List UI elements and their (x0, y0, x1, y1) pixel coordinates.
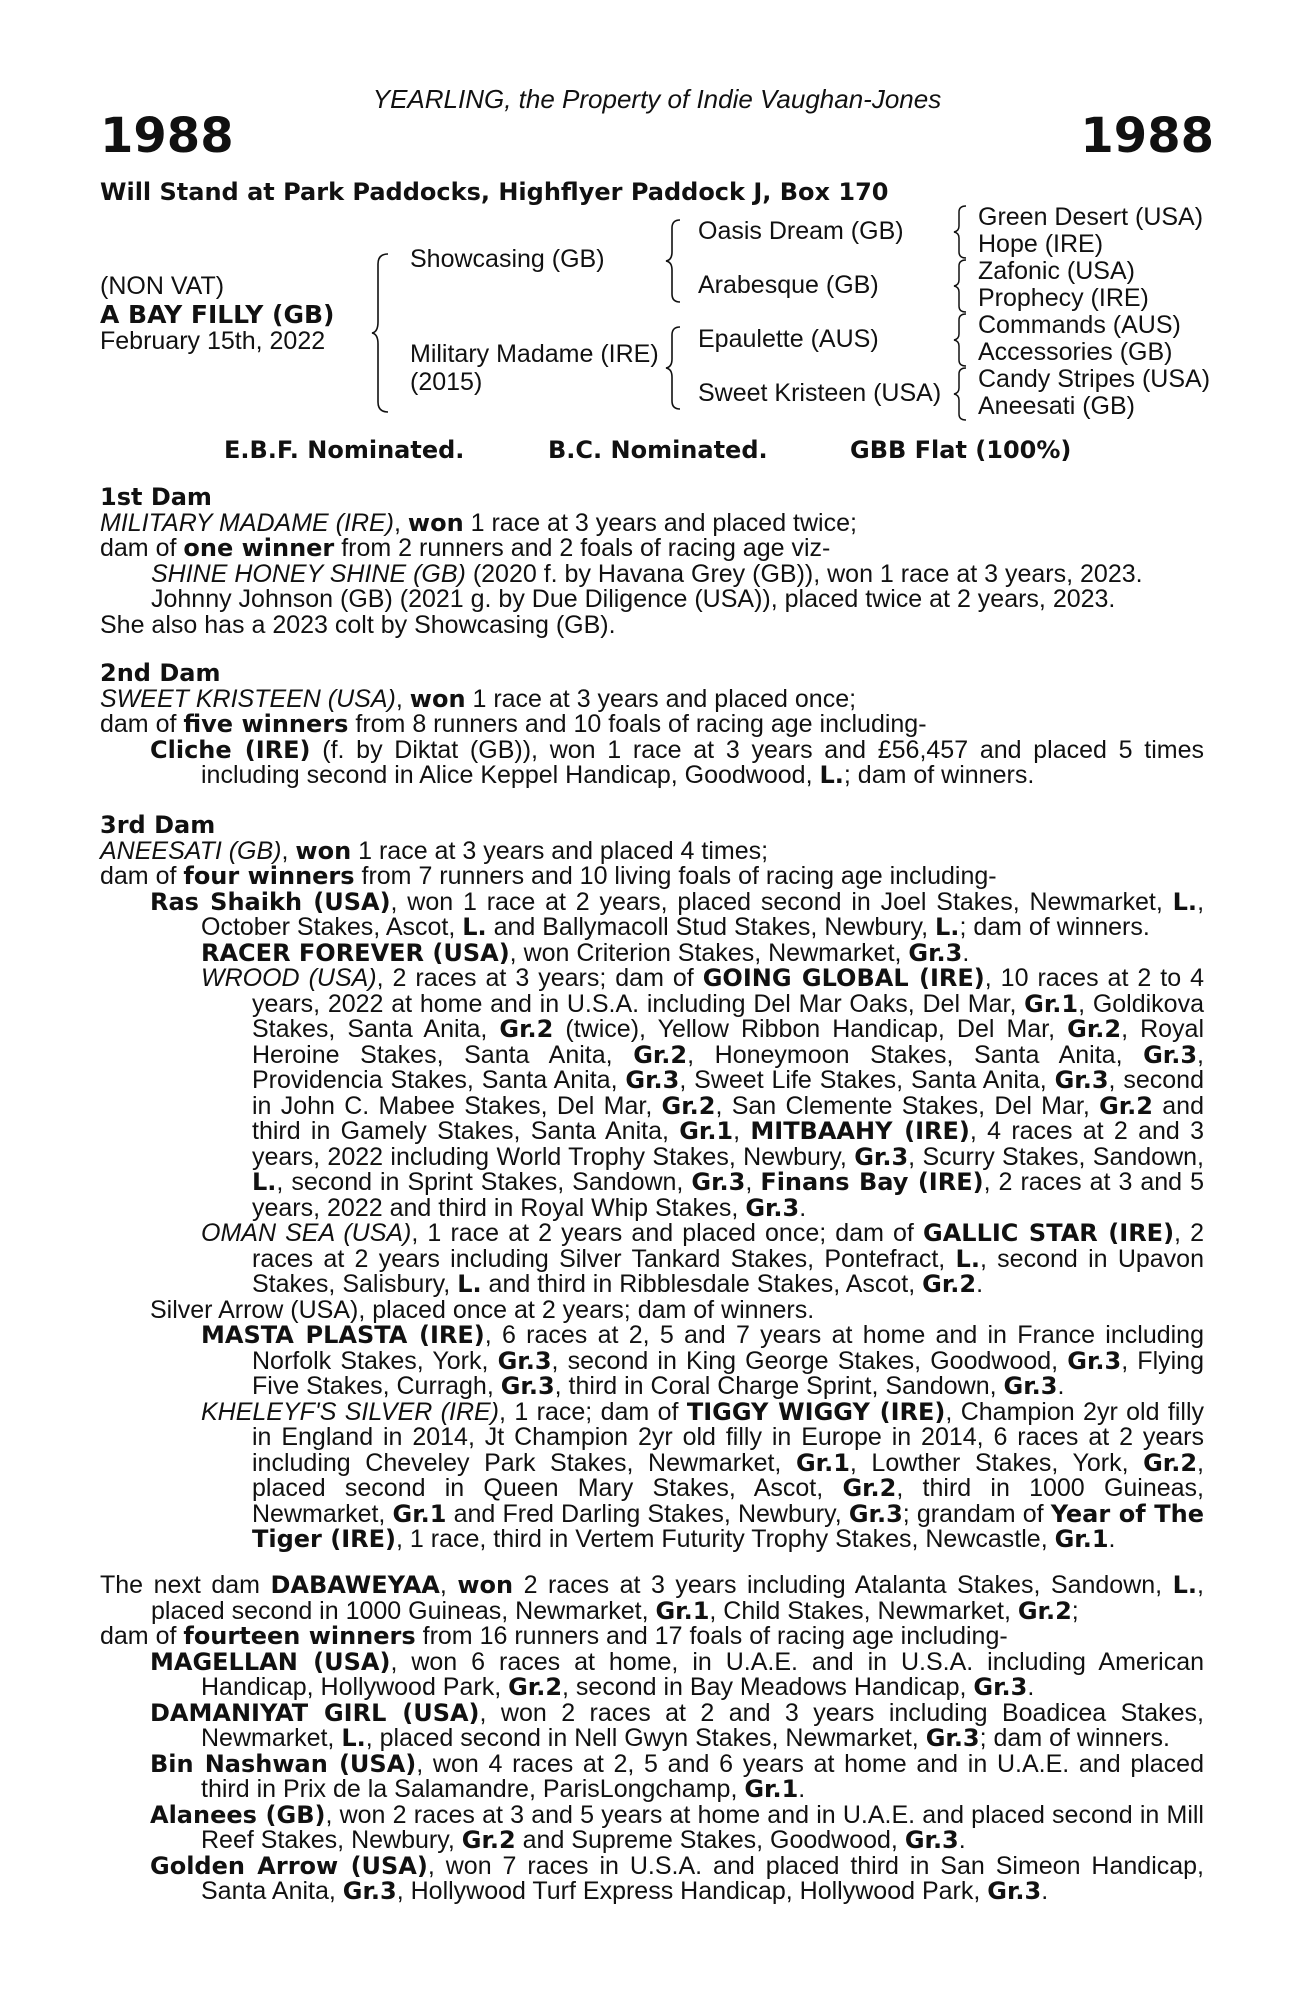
section-heading: 2nd Dam (100, 659, 221, 687)
sire: Showcasing (GB) (410, 245, 605, 273)
grandparent-3: Zafonic (USA) (978, 257, 1135, 285)
horse-name: A BAY FILLY (GB) (100, 300, 335, 329)
produce-note: She also has a 2023 colt by Showcasing (GB). (100, 610, 616, 639)
pedigree-brace-g2 (952, 258, 970, 314)
second-dam-section (100, 661, 1204, 789)
dam: Military Madame (IRE) (410, 340, 659, 368)
dam-record: SWEET KRISTEEN (USA), won 1 race at 3 years and placed once; (100, 684, 857, 713)
section-heading: 1st Dam (100, 483, 212, 511)
grandparent-2: Hope (IRE) (978, 230, 1104, 258)
produce-entry: Golden Arrow (USA), won 7 races in U.S.A. and placed third in San Simeon Handicap, Santa Anita, Gr.3, Hollywood Turf Express Handicap, Hollywood Park, Gr.3. (150, 1851, 1205, 1905)
grandparent-8: Aneesati (GB) (978, 392, 1136, 420)
produce-entry: Bin Nashwan (USA), won 4 races at 2, 5 and 6 years at home and in U.A.E. and placed third in Prix de la Salamandre, ParisLongchamp, Gr.1. (150, 1749, 1204, 1803)
first-dam-section (100, 485, 1204, 638)
dam-produce-summary: dam of four winners from 7 runners and 10 living foals of racing age including- (100, 862, 997, 890)
pedigree-brace-g3 (952, 312, 970, 368)
produce-entry: Johnny Johnson (GB) (2021 g. by Due Diligence (USA)), placed twice at 2 years, 2023. (151, 585, 1116, 613)
produce-entry: SHINE HONEY SHINE (GB) (2020 f. by Havana Grey (GB)), won 1 race at 3 years, 2023. (151, 559, 1143, 588)
stabling-info: Will Stand at Park Paddocks, Highflyer Paddock J, Box 170 (100, 178, 889, 206)
dam-produce-summary: dam of one winner from 2 runners and 2 foals of racing age viz- (100, 534, 831, 562)
pedigree-brace-main (370, 252, 392, 414)
grandparent-5: Commands (AUS) (978, 311, 1181, 339)
dam-produce-summary: dam of fourteen winners from 16 runners and 17 foals of racing age including- (100, 1622, 1008, 1650)
grand-produce-entry: OMAN SEA (USA), 1 race at 2 years and placed once; dam of GALLIC STAR (IRE), 2 races at 2 years including Silver Tankard Stakes, Pontefract, L., second in Upavon Stakes, Salisbury, L. and third in Ribblesdale Stakes, Ascot, Gr.2. (201, 1219, 1205, 1298)
pedigree-brace-g1 (952, 204, 970, 260)
dam-foaled-year: (2015) (410, 368, 483, 396)
pedigree-brace-dam (664, 325, 684, 411)
grand-produce-entry: MASTA PLASTA (IRE), 6 races at 2, 5 and 7 years at home and in France including Norfolk Stakes, York, Gr.3, second in King George Stakes, Goodwood, Gr.3, Flying Five Stakes, Curragh, Gr.3, third in Coral Charge Sprint, Sandown, Gr.3. (201, 1321, 1204, 1400)
grandparent-7: Candy Stripes (USA) (978, 365, 1211, 393)
sire-dam: Arabesque (GB) (698, 271, 879, 299)
grand-produce-entry: KHELEYF'S SILVER (IRE), 1 race; dam of TIGGY WIGGY (IRE), Champion 2yr old filly in England in 2014, Jt Champion 2yr old filly in Europe in 2014, 6 races at 2 years including Cheveley Park Stakes, Newmarket, Gr.1, Lowther Stakes, York, Gr.2, placed second in Queen Mary Stakes, Ascot, Gr.2, third in 1000 Guineas, Newmarket, Gr.1 and Fred Darling Stakes, Newbury, Gr.3; grandam of Year of The Tiger (IRE), 1 race, third in Vertem Futurity Trophy Stakes, Newcastle, Gr.1. (201, 1397, 1205, 1553)
pedigree-brace-sire (664, 218, 684, 304)
grand-produce-entry: WROOD (USA), 2 races at 3 years; dam of GOING GLOBAL (IRE), 10 races at 2 to 4 years, 2022 at home and in U.S.A. including Del Mar Oaks, Del Mar, Gr.1, Goldikova Stakes, Santa Anita, Gr.2 (twice), Yellow Ribbon Handicap, Del Mar, Gr.2, Royal Heroine Stakes, Santa Anita, Gr.2, Honeymoon Stakes, Santa Anita, Gr.3, Providencia Stakes, Santa Anita, Gr.3, Sweet Life Stakes, Santa Anita, Gr.3, second in John C. Mabee Stakes, Del Mar, Gr.2, San Clemente Stakes, Del Mar, Gr.2 and third in Gamely Stakes, Santa Anita, Gr.1, MITBAAHY (IRE), 4 races at 2 and 3 years, 2022 including World Trophy Stakes, Newbury, Gr.3, Scurry Stakes, Sandown, L., second in Sprint Stakes, Sandown, Gr.3, Finans Bay (IRE), 2 races at 3 and 5 years, 2022 and third in Royal Whip Stakes, Gr.3. (201, 964, 1205, 1222)
dam-dam: Sweet Kristeen (USA) (698, 379, 942, 407)
gbb-status: GBB Flat (100%) (850, 436, 1072, 464)
grandparent-6: Accessories (GB) (978, 338, 1173, 366)
grandparent-4: Prophecy (IRE) (978, 284, 1149, 312)
dam-produce-summary: dam of five winners from 8 runners and 10 foals of racing age including- (100, 710, 927, 738)
foaling-date: February 15th, 2022 (100, 327, 326, 355)
dam-record: MILITARY MADAME (IRE), won 1 race at 3 years and placed twice; (100, 508, 857, 537)
third-dam-section (100, 813, 1204, 1553)
produce-entry: Cliche (IRE) (f. by Diktat (GB)), won 1 race at 3 years and £56,457 and placed 5 times including second in Alice Keppel Handicap, Goodwood, L.; dam of winners. (150, 735, 1204, 789)
grandparent-1: Green Desert (USA) (978, 203, 1204, 231)
ebf-nomination: E.B.F. Nominated. (224, 436, 465, 464)
section-heading: 3rd Dam (100, 811, 216, 839)
catalogue-subtitle: YEARLING, the Property of Indie Vaughan-Jones (372, 84, 942, 114)
sire-sire: Oasis Dream (GB) (698, 217, 904, 245)
lot-number-right: 1988 (1080, 108, 1214, 164)
produce-entry: MAGELLAN (USA), won 6 races at home, in U.A.E. and in U.S.A. including American Handicap, Hollywood Park, Gr.2, second in Bay Meadows Handicap, Gr.3. (150, 1647, 1205, 1701)
lot-number-left: 1988 (100, 108, 234, 164)
bc-nomination: B.C. Nominated. (548, 436, 768, 464)
produce-entry: Alanees (GB), won 2 races at 3 and 5 years at home and in U.A.E. and placed second in Mill Reef Stakes, Newbury, Gr.2 and Supreme Stakes, Goodwood, Gr.3. (150, 1800, 1204, 1854)
pedigree-brace-g4 (952, 366, 970, 422)
dam-sire: Epaulette (AUS) (698, 325, 879, 353)
produce-entry: DAMANIYAT GIRL (USA), won 2 races at 2 and 3 years including Boadicea Stakes, Newmarket, L., placed second in Nell Gwyn Stakes, Newmarket, Gr.3; dam of winners. (150, 1698, 1205, 1752)
vat-status: (NON VAT) (100, 272, 225, 300)
grand-produce-entry: RACER FOREVER (USA), won Criterion Stakes, Newmarket, Gr.3. (201, 938, 970, 967)
dam-record: The next dam DABAWEYAA, won 2 races at 3 years including Atalanta Stakes, Sandown, L., placed second in 1000 Guineas, Newmarket, Gr.1, Child Stakes, Newmarket, Gr.2; (100, 1571, 1204, 1625)
dam-record: ANEESATI (GB), won 1 race at 3 years and placed 4 times; (100, 836, 769, 865)
produce-entry: Ras Shaikh (USA), won 1 race at 2 years, placed second in Joel Stakes, Newmarket, L., October Stakes, Ascot, L. and Ballymacoll Stud Stakes, Newbury, L.; dam of winners. (150, 887, 1205, 941)
produce-entry: Silver Arrow (USA), placed once at 2 years; dam of winners. (150, 1295, 815, 1324)
next-dam-section (100, 1573, 1204, 1905)
